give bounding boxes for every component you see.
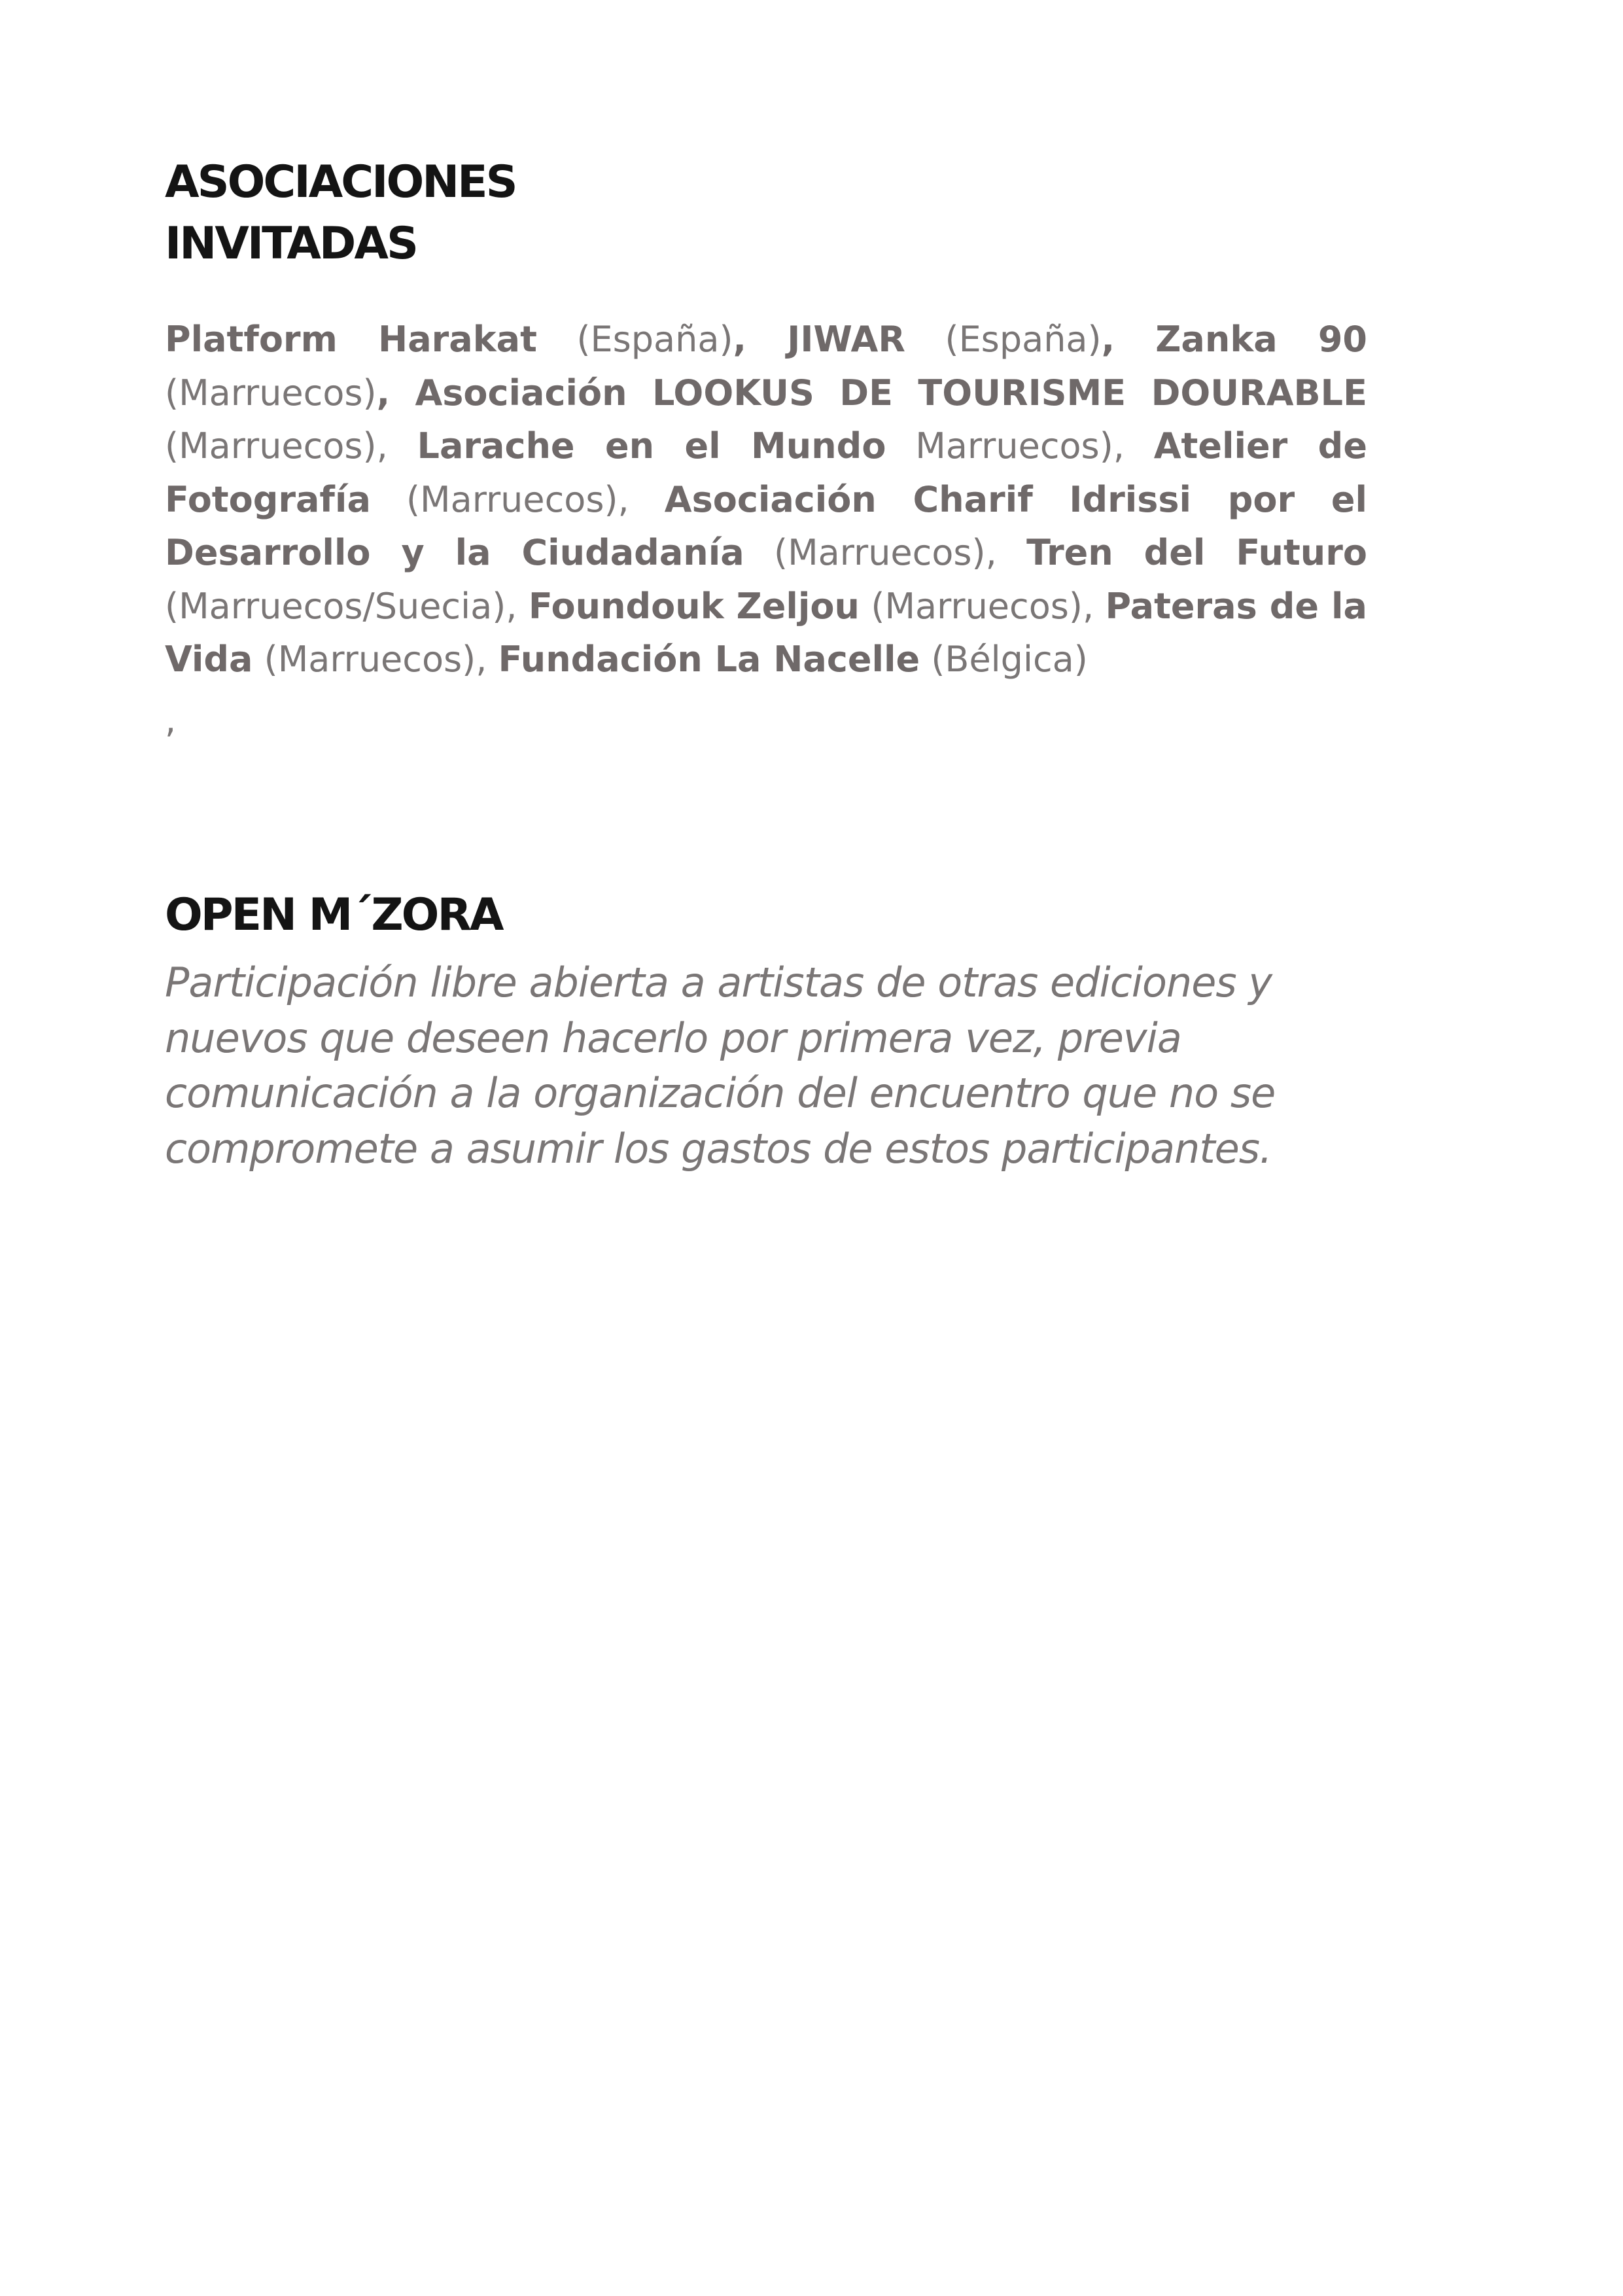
association-separator: , xyxy=(506,585,529,627)
association-name: Foundouk Zeljou xyxy=(528,585,860,627)
association-country: (España) xyxy=(945,319,1102,360)
association-name: Asociación Charif Idrissi por el Desarrollo y la Ciudadanía xyxy=(165,478,1367,573)
association-separator: , xyxy=(1082,585,1106,627)
association-name: Tren del Futuro xyxy=(1026,532,1367,573)
association-name: Larache en el Mundo xyxy=(417,425,886,467)
association-name: Asociación LOOKUS DE TOURISME DOURABLE xyxy=(415,372,1367,414)
association-separator: , xyxy=(1113,425,1154,467)
association-country: (Bélgica) xyxy=(931,639,1088,680)
association-country: (Marruecos) xyxy=(406,478,618,520)
association-country: (Marruecos) xyxy=(774,532,986,573)
associations-heading xyxy=(165,152,754,275)
association-name: Atelier de Fotografía xyxy=(165,425,1367,520)
association-separator: , xyxy=(476,639,498,680)
association-country: Marruecos) xyxy=(915,425,1113,467)
association-name: Pateras de la Vida xyxy=(165,585,1367,680)
association-separator: , xyxy=(618,478,665,520)
trailing-comma: , xyxy=(165,699,177,741)
description-line: comunicación a la organización del encuentro que no se xyxy=(165,1069,1276,1117)
open-mzora-heading: OPEN M´ZORA xyxy=(165,889,502,941)
description-line: compromete a asumir los gastos de estos participantes. xyxy=(165,1124,1272,1173)
association-name: Zanka 90 xyxy=(1155,319,1367,360)
description-line: Participación libre abierta a artistas de otras ediciones y xyxy=(165,959,1272,1006)
associations-heading-line-1: ASOCIACIONES xyxy=(165,156,516,208)
association-separator: , xyxy=(985,532,1027,573)
open-mzora-description xyxy=(165,955,1382,1176)
association-name: Fundación La Nacelle xyxy=(498,639,920,680)
association-country: (Marruecos) xyxy=(871,585,1083,627)
associations-list xyxy=(165,313,1367,686)
association-name: JIWAR xyxy=(787,319,905,360)
description-line: nuevos que deseen hacerlo por primera vez, previa xyxy=(165,1014,1181,1062)
association-country: (Marruecos) xyxy=(264,639,476,680)
associations-heading-line-2: INVITADAS xyxy=(165,218,417,270)
association-country: (Marruecos) xyxy=(165,372,377,414)
association-country: (Marruecos) xyxy=(165,425,377,467)
association-separator: , xyxy=(733,319,788,360)
association-country: (España) xyxy=(576,319,733,360)
association-separator: , xyxy=(376,372,415,414)
association-country: (Marruecos/Suecia) xyxy=(165,585,506,627)
association-separator: , xyxy=(1101,319,1156,360)
association-name: Platform Harakat xyxy=(165,319,537,360)
association-separator: , xyxy=(376,425,417,467)
